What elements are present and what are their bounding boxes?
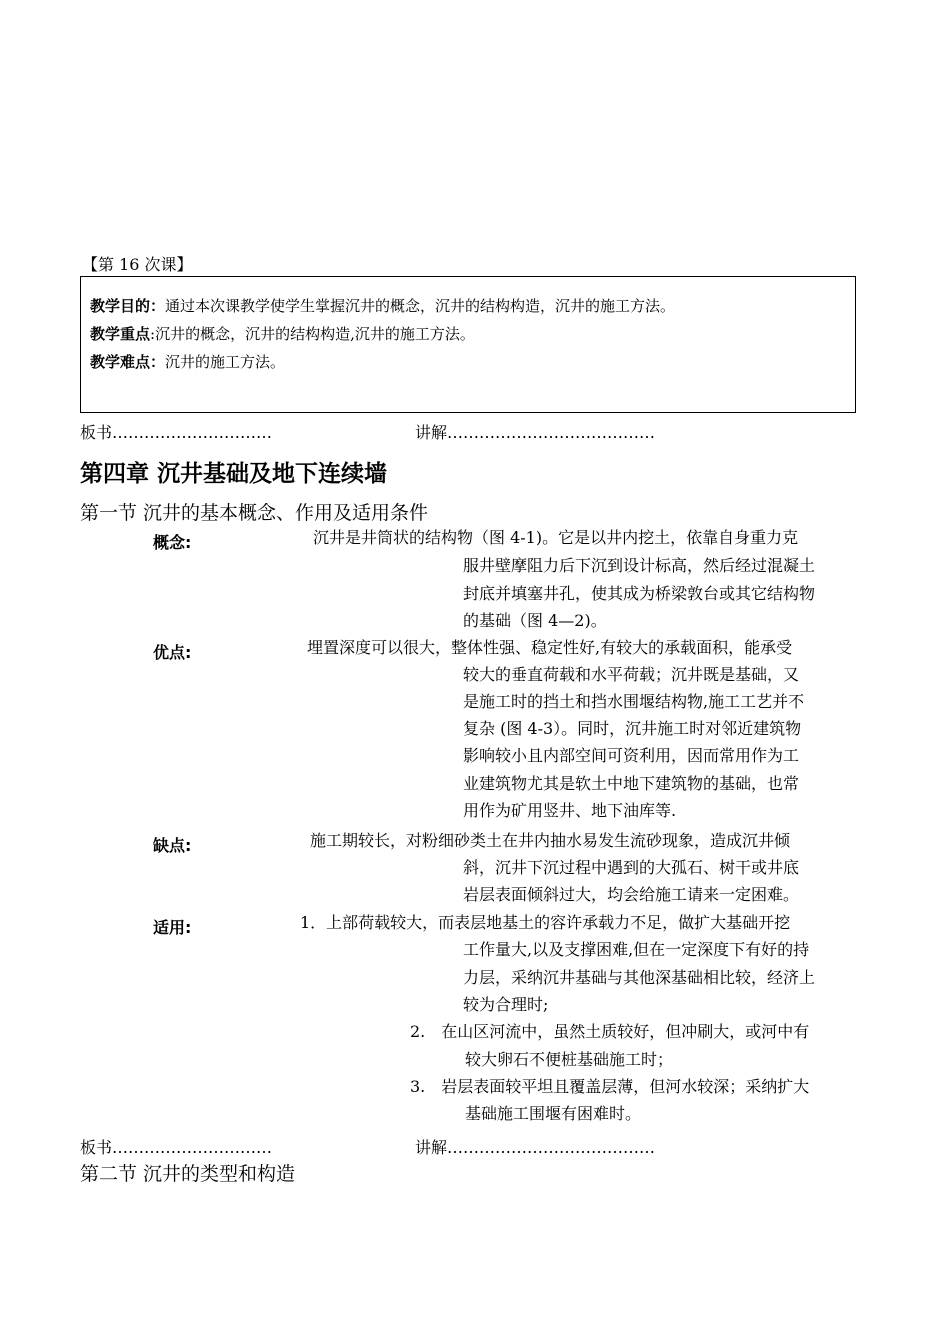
objectives-box — [80, 276, 856, 413]
objective-purpose-text: 通过本次课教学使学生掌握沉井的概念，沉井的结构构造，沉井的施工方法。 — [165, 297, 676, 315]
applicable-line: 1．上部荷载较大，而表层地基土的容许承载力不足，做扩大基础开挖 — [300, 913, 791, 932]
applicable-line: 较为合理时; — [463, 995, 549, 1014]
chapter-title: 第四章 沉井基础及地下连续墙 — [80, 461, 388, 487]
advantages-line: 业建筑物尤其是软土中地下建筑物的基础，也常 — [463, 774, 800, 793]
applicable-line: 2. 在山区河流中，虽然土质较好，但冲刷大，或河中有 — [410, 1022, 810, 1041]
objective-purpose-label: 教学目的： — [90, 297, 166, 315]
explain-divider-1: 讲解………………………………… — [415, 423, 656, 442]
concept-line: 的基础（图 4—2)。 — [463, 611, 607, 630]
concept-line: 服井壁摩阻力后下沉到设计标高，然后经过混凝土 — [463, 556, 816, 575]
applicable-line: 基础施工围堰有困难时。 — [465, 1104, 642, 1123]
disadvantages-line: 斜，沉井下沉过程中遇到的大孤石、树干或井底 — [463, 858, 800, 877]
objective-difficulty — [90, 351, 285, 372]
advantages-line: 复杂 (图 4-3）。同时，沉井施工时对邻近建筑物 — [463, 719, 802, 738]
concept-line: 沉井是井筒状的结构物（图 4-1)。它是以井内挖土，依靠自身重力克 — [313, 528, 799, 547]
disadvantages-line: 施工期较长，对粉细砂类土在井内抽水易发生流砂现象，造成沉井倾 — [310, 831, 791, 850]
objective-focus-label: 教学重点 — [90, 325, 151, 343]
explain-divider-2: 讲解………………………………… — [415, 1138, 656, 1157]
advantages-line: 较大的垂直荷载和水平荷载；沉井既是基础，又 — [463, 665, 800, 684]
objective-purpose — [90, 295, 675, 316]
section-1-title: 第一节 沉井的基本概念、作用及适用条件 — [80, 502, 429, 524]
board-divider-1: 板书………………………… — [80, 423, 273, 442]
applicable-line: 力层，采纳沉井基础与其他深基础相比较，经济上 — [463, 968, 816, 987]
disadvantages-line: 岩层表面倾斜过大，均会给施工请来一定困难。 — [463, 885, 800, 904]
concept-term: 概念: — [153, 533, 192, 552]
disadvantages-term: 缺点: — [153, 836, 192, 855]
applicable-line: 3. 岩层表面较平坦且覆盖层薄，但河水较深；采纳扩大 — [410, 1077, 810, 1096]
objective-difficulty-label: 教学难点： — [90, 353, 166, 371]
advantages-line: 用作为矿用竖井、地下油库等. — [463, 801, 677, 820]
concept-line: 封底并填塞井孔，使其成为桥梁敦台或其它结构物 — [463, 584, 816, 603]
section-2-title: 第二节 沉井的类型和构造 — [80, 1163, 296, 1185]
lesson-number: 【第 16 次课】 — [82, 255, 193, 274]
objective-difficulty-text: 沉井的施工方法。 — [165, 353, 286, 371]
board-divider-2: 板书………………………… — [80, 1138, 273, 1157]
applicable-term: 适用: — [153, 918, 192, 937]
applicable-line: 较大卵石不便桩基础施工时； — [465, 1050, 674, 1069]
objective-focus — [90, 323, 475, 344]
advantages-line: 埋置深度可以很大，整体性强、稳定性好,有较大的承载面积，能承受 — [307, 638, 793, 657]
advantages-line: 影响较小且内部空间可资利用，因而常用作为工 — [463, 746, 800, 765]
objective-focus-text: :沉井的概念，沉井的结构构造,沉井的施工方法。 — [150, 325, 475, 343]
applicable-line: 工作量大,以及支撑困难,但在一定深度下有好的持 — [463, 940, 810, 959]
advantages-term: 优点: — [153, 643, 192, 662]
advantages-line: 是施工时的挡土和挡水围堰结构物,施工工艺并不 — [463, 692, 805, 711]
